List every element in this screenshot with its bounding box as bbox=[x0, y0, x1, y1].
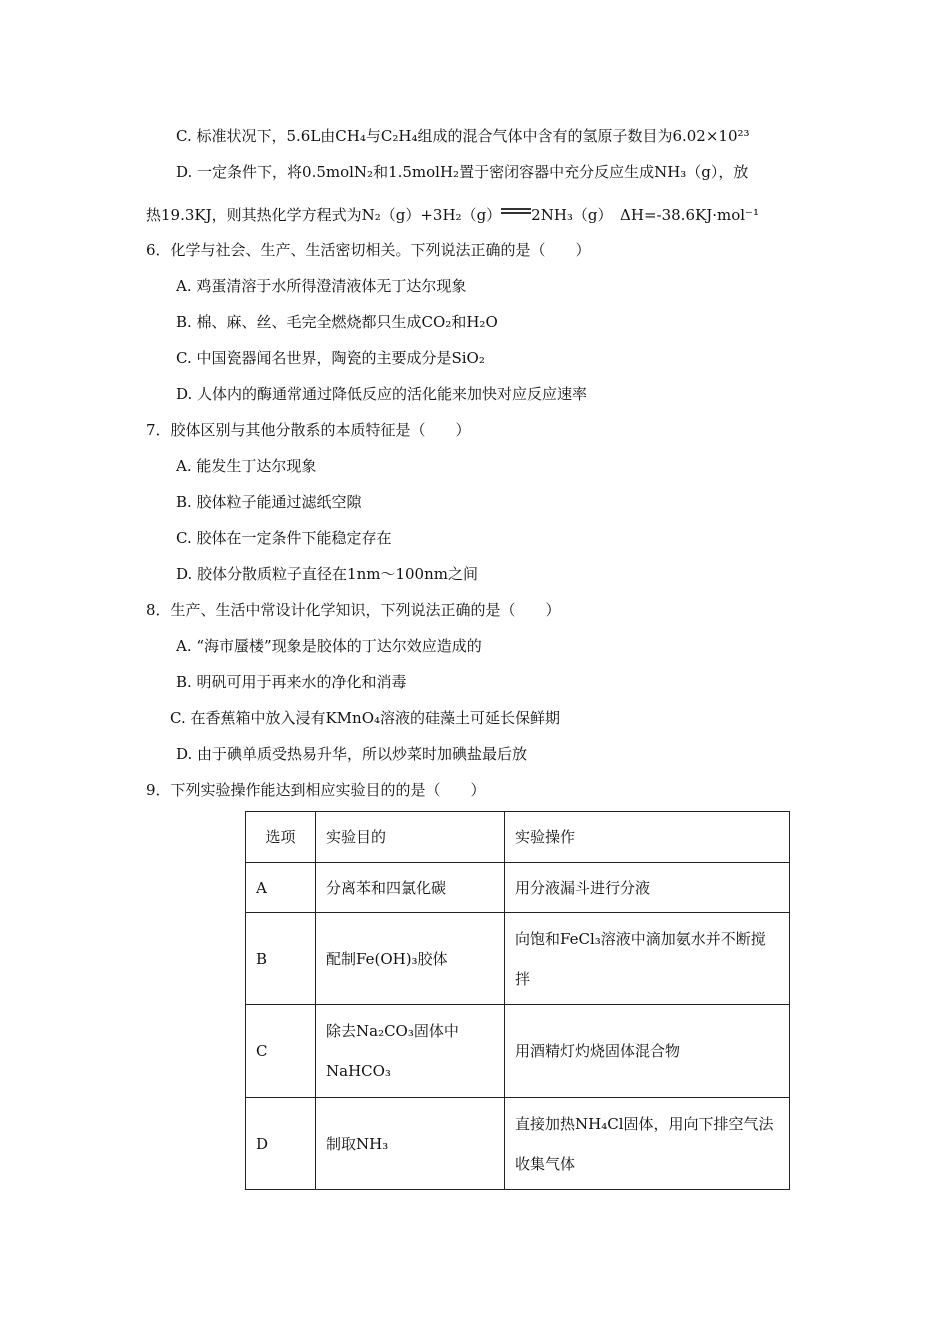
option-8d: D. 由于碘单质受热易升华，所以炒菜时加碘盐最后放 bbox=[176, 745, 528, 763]
row-option: A bbox=[246, 863, 316, 913]
row-operation: 用分液漏斗进行分液 bbox=[505, 863, 790, 913]
table-header-row bbox=[246, 812, 790, 863]
option-6b: B. 棉、麻、丝、毛完全燃烧都只生成CO₂和H₂O bbox=[176, 313, 498, 331]
equation-left: 热19.3KJ，则其热化学方程式为N₂（g）+3H₂（g） bbox=[146, 206, 502, 224]
option-7d: D. 胶体分散质粒子直径在1nm～100nm之间 bbox=[176, 565, 478, 583]
table-row bbox=[246, 913, 790, 1005]
experiment-table bbox=[245, 811, 790, 1190]
table-row bbox=[246, 1005, 790, 1098]
option-8c: C. 在香蕉箱中放入浸有KMnO₄溶液的硅藻土可延长保鲜期 bbox=[170, 709, 561, 727]
row-purpose: 制取NH₃ bbox=[316, 1098, 505, 1190]
option-8a: A. “海市蜃楼”现象是胶体的丁达尔效应造成的 bbox=[176, 637, 482, 655]
row-operation: 用酒精灯灼烧固体混合物 bbox=[505, 1005, 790, 1098]
option-5d: D. 一定条件下，将0.5molN₂和1.5molH₂置于密闭容器中充分反应生成NH₃（g），放 bbox=[176, 163, 749, 181]
row-operation: 向饱和FeCl₃溶液中滴加氨水并不断搅拌 bbox=[505, 913, 790, 1005]
header-purpose: 实验目的 bbox=[316, 812, 505, 863]
header-operation: 实验操作 bbox=[505, 812, 790, 863]
option-6c: C. 中国瓷器闻名世界，陶瓷的主要成分是SiO₂ bbox=[176, 349, 485, 367]
row-option: B bbox=[246, 913, 316, 1005]
option-5d-continued bbox=[146, 204, 759, 226]
option-7a: A. 能发生丁达尔现象 bbox=[176, 457, 317, 475]
table-row bbox=[246, 863, 790, 913]
row-operation: 直接加热NH₄Cl固体，用向下排空气法收集气体 bbox=[505, 1098, 790, 1190]
option-7c: C. 胶体在一定条件下能稳定存在 bbox=[176, 529, 392, 547]
question-7: 7．胶体区别与其他分散系的本质特征是（ ） bbox=[146, 421, 471, 439]
question-6: 6．化学与社会、生产、生活密切相关。下列说法正确的是（ ） bbox=[146, 241, 591, 259]
row-option: D bbox=[246, 1098, 316, 1190]
table-row bbox=[246, 1098, 790, 1190]
option-5c: C. 标准状况下，5.6L由CH₄与C₂H₄组成的混合气体中含有的氢原子数目为6.02×10²³ bbox=[176, 127, 750, 145]
header-option: 选项 bbox=[246, 812, 316, 863]
equation-right: 2NH₃（g） ΔH=-38.6KJ·mol⁻¹ bbox=[531, 206, 759, 224]
row-purpose: 除去Na₂CO₃固体中NaHCO₃ bbox=[316, 1005, 505, 1098]
option-6a: A. 鸡蛋清溶于水所得澄清液体无丁达尔现象 bbox=[176, 277, 467, 295]
row-option: C bbox=[246, 1005, 316, 1098]
option-7b: B. 胶体粒子能通过滤纸空隙 bbox=[176, 493, 362, 511]
option-6d: D. 人体内的酶通常通过降低反应的活化能来加快对应反应速率 bbox=[176, 385, 588, 403]
question-9: 9．下列实验操作能达到相应实验目的的是（ ） bbox=[146, 781, 486, 799]
question-8: 8．生产、生活中常设计化学知识，下列说法正确的是（ ） bbox=[146, 601, 561, 619]
row-purpose: 分离苯和四氯化碳 bbox=[316, 863, 505, 913]
option-8b: B. 明矾可用于再来水的净化和消毒 bbox=[176, 673, 407, 691]
row-purpose: 配制Fe(OH)₃胶体 bbox=[316, 913, 505, 1005]
equilibrium-arrow-icon bbox=[501, 206, 531, 216]
